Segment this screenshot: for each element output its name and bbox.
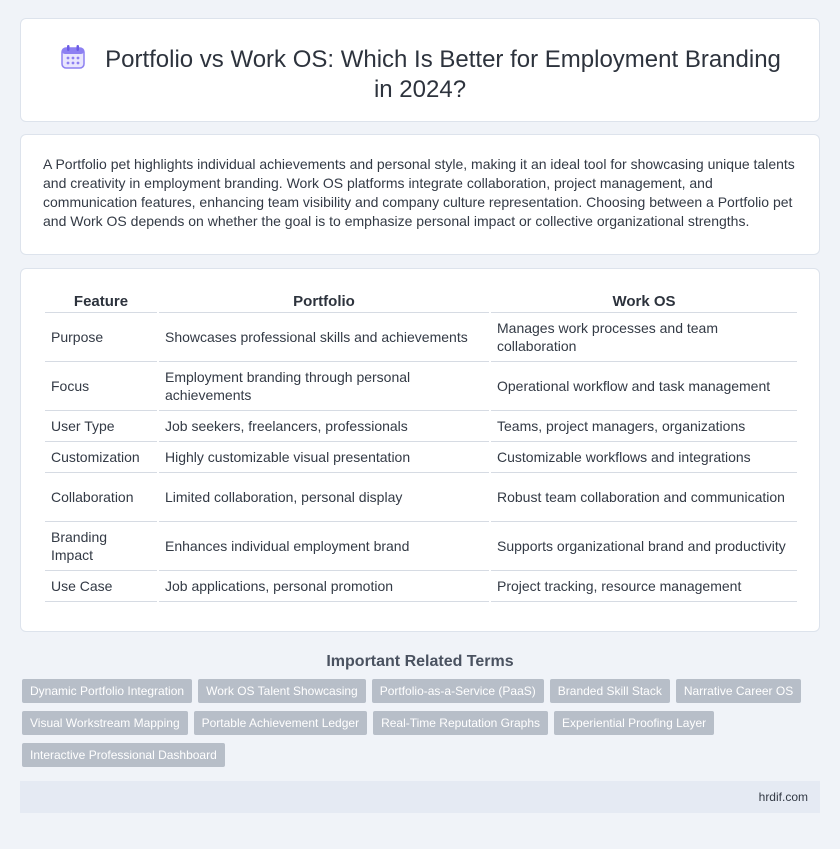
table-row	[45, 522, 797, 571]
column-header-work-os: Work OS	[491, 290, 797, 313]
table-row	[45, 313, 797, 362]
related-term-tag[interactable]: Branded Skill Stack	[550, 679, 670, 703]
related-term-tag[interactable]: Narrative Career OS	[676, 679, 801, 703]
related-term-tag[interactable]: Visual Workstream Mapping	[22, 711, 188, 735]
related-term-tag[interactable]: Experiential Proofing Layer	[554, 711, 714, 735]
table-header-row	[45, 290, 797, 313]
table-cell: Focus	[45, 362, 157, 411]
footer-site-link[interactable]: hrdif.com	[758, 790, 808, 804]
table-cell: Showcases professional skills and achievements	[159, 313, 489, 362]
column-header-feature: Feature	[45, 290, 157, 313]
table-cell: Robust team collaboration and communication	[491, 473, 797, 522]
table-cell: Job seekers, freelancers, professionals	[159, 411, 489, 442]
header-card	[20, 18, 820, 122]
related-term-tag[interactable]: Portable Achievement Ledger	[194, 711, 367, 735]
table-cell: Customizable workflows and integrations	[491, 442, 797, 473]
table-cell: Customization	[45, 442, 157, 473]
table-row	[45, 571, 797, 602]
table-cell: Enhances individual employment brand	[159, 522, 489, 571]
footer	[20, 781, 820, 813]
table-cell: Limited collaboration, personal display	[159, 473, 489, 522]
table-cell: Teams, project managers, organizations	[491, 411, 797, 442]
table-cell: Supports organizational brand and productivity	[491, 522, 797, 571]
table-cell: User Type	[45, 411, 157, 442]
page-title	[51, 43, 789, 105]
related-term-tag[interactable]: Portfolio-as-a-Service (PaaS)	[372, 679, 544, 703]
intro-paragraph: A Portfolio pet highlights individual achievements and personal style, making it an ideal tool for showcasing unique talents and creativity in employment branding. Work OS platforms integrate collaboration, project management, and communication features, enhancing team visibility and company culture representation. Choosing between a Portfolio pet and Work OS depends on whether the goal is to emphasize personal impact or collective organizational strengths.	[43, 156, 795, 229]
table-cell: Highly customizable visual presentation	[159, 442, 489, 473]
comparison-card	[20, 268, 820, 632]
table-row	[45, 442, 797, 473]
table-cell: Use Case	[45, 571, 157, 602]
table-cell: Operational workflow and task management	[491, 362, 797, 411]
table-cell: Project tracking, resource management	[491, 571, 797, 602]
page-title-text: Portfolio vs Work OS: Which Is Better for Employment Branding in 2024?	[105, 46, 781, 103]
related-term-tag[interactable]: Real-Time Reputation Graphs	[373, 711, 548, 735]
table-row	[45, 473, 797, 522]
comparison-table	[43, 290, 799, 602]
related-terms-heading: Important Related Terms	[326, 653, 514, 670]
table-cell: Job applications, personal promotion	[159, 571, 489, 602]
table-cell: Employment branding through personal achievements	[159, 362, 489, 411]
related-terms-list	[22, 679, 818, 767]
related-term-tag[interactable]: Interactive Professional Dashboard	[22, 743, 225, 767]
table-cell: Purpose	[45, 313, 157, 362]
intro-card	[20, 134, 820, 255]
table-cell: Branding Impact	[45, 522, 157, 571]
table-cell: Collaboration	[45, 473, 157, 522]
table-cell: Manages work processes and team collaboration	[491, 313, 797, 362]
table-row	[45, 362, 797, 411]
column-header-portfolio: Portfolio	[159, 290, 489, 313]
related-term-tag[interactable]: Dynamic Portfolio Integration	[22, 679, 192, 703]
calendar-icon	[59, 43, 87, 71]
table-row	[45, 411, 797, 442]
related-term-tag[interactable]: Work OS Talent Showcasing	[198, 679, 366, 703]
